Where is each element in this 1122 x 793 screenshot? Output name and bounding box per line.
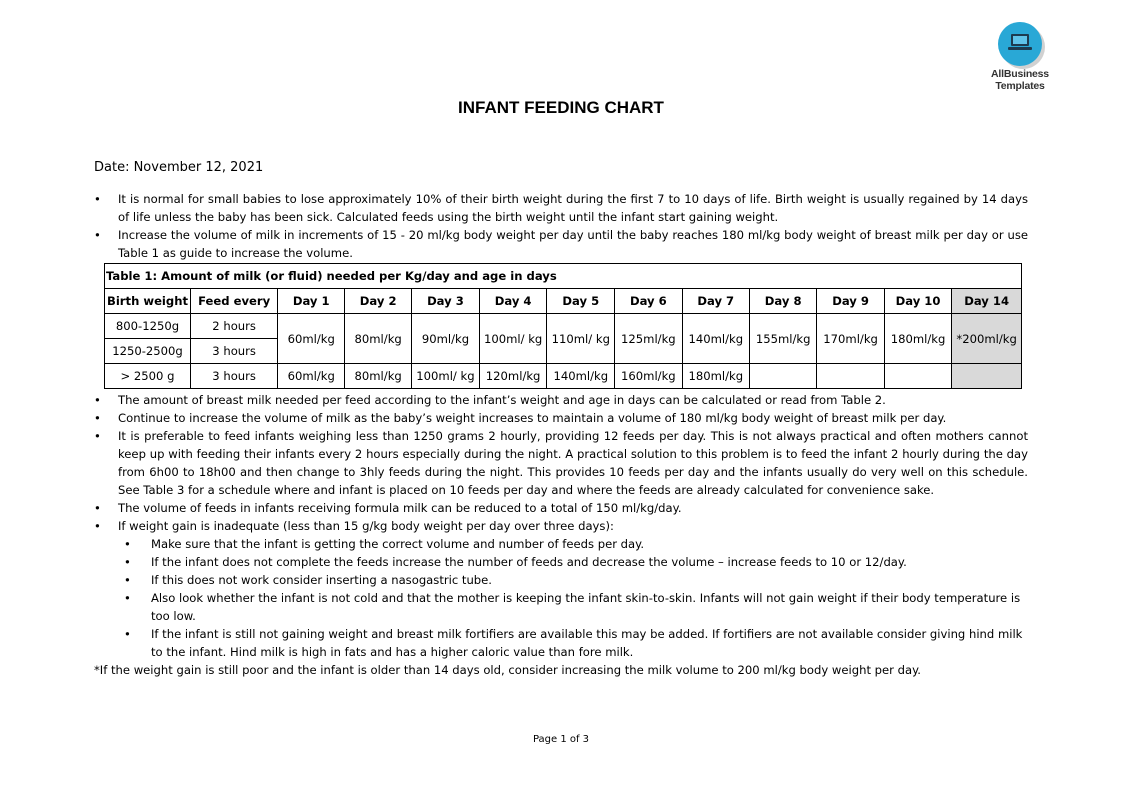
cell-weight: 1250-2500g [105, 339, 191, 364]
header-day-2: Day 2 [345, 289, 412, 314]
sub-bullet-feeds: • If the infant does not complete the feeds increase the number of feeds and decrease the volume – increase feeds to 10 or 12/day. [94, 553, 1028, 571]
cell-merged-day-7: 140ml/kg [682, 314, 749, 364]
cell-day-4: 120ml/kg [479, 364, 547, 389]
cell-day-7: 180ml/kg [682, 364, 749, 389]
cell-day-14 [952, 364, 1022, 389]
cell-weight: 800-1250g [105, 314, 191, 339]
table-row [105, 364, 1022, 389]
document-body [94, 190, 1028, 679]
cell-feed: 3 hours [191, 364, 278, 389]
header-day-6: Day 6 [615, 289, 682, 314]
cell-day-5: 140ml/kg [547, 364, 615, 389]
cell-day-9 [817, 364, 884, 389]
intro-bullet-1: • It is normal for small babies to lose approximately 10% of their birth weight during the first 7 to 10 days of life. Birth weight is usually regained by 14 days of life unless the baby has been sick. Calculated feeds using the birth weight until the infant start gaining weight. [94, 190, 1028, 226]
bullet-formula: • The volume of feeds in infants receiving formula milk can be reduced to a total of 150 ml/kg/day. [94, 499, 1028, 517]
cell-merged-day-2: 80ml/kg [345, 314, 412, 364]
sub-bullet-tube: • If this does not work consider inserting a nasogastric tube. [94, 571, 1028, 589]
header-day-10: Day 10 [884, 289, 951, 314]
cell-merged-day-3: 90ml/kg [412, 314, 480, 364]
brand-name [984, 68, 1056, 92]
cell-merged-day-6: 125ml/kg [615, 314, 682, 364]
cell-day-8 [749, 364, 816, 389]
bullet-increase-volume: • Continue to increase the volume of milk as the baby’s weight increases to maintain a volume of 180 ml/kg body weight of breast milk per day. [94, 409, 1028, 427]
header-day-14: Day 14 [952, 289, 1022, 314]
cell-feed: 2 hours [191, 314, 278, 339]
cell-merged-day-1: 60ml/kg [278, 314, 345, 364]
bullet-table2: • The amount of breast milk needed per feed according to the infant’s weight and age in days can be calculated or read from Table 2. [94, 391, 1028, 409]
header-day-8: Day 8 [749, 289, 816, 314]
page-title: INFANT FEEDING CHART [458, 98, 664, 117]
brand-logo [984, 22, 1056, 92]
cell-day-3: 100ml/ kg [412, 364, 480, 389]
intro-bullet-2: • Increase the volume of milk in increments of 15 - 20 ml/kg body weight per day until the baby reaches 180 ml/kg body weight of breast milk per day or use Table 1 as guide to increase the volume. [94, 226, 1028, 262]
laptop-icon [998, 22, 1042, 66]
cell-merged-day-10: 180ml/kg [884, 314, 951, 364]
cell-day-2: 80ml/kg [345, 364, 412, 389]
sub-bullet-temperature: • Also look whether the infant is not cold and that the mother is keeping the infant skin-to-skin. Infants will not gain weight if their body temperature is too low. [94, 589, 1028, 625]
bullet-weight-gain: • If weight gain is inadequate (less than 15 g/kg body weight per day over three days): [94, 517, 1028, 535]
header-feed-every: Feed every [191, 289, 278, 314]
footnote: *If the weight gain is still poor and the infant is older than 14 days old, consider increasing the milk volume to 200 ml/kg body weight per day. [94, 663, 921, 677]
sub-bullet-volume: • Make sure that the infant is getting the correct volume and number of feeds per day. [94, 535, 1028, 553]
bullet-feeding-schedule: • It is preferable to feed infants weighing less than 1250 grams 2 hourly, providing 12 feeds per day. This is not always practical and often mothers cannot keep up with feeding their infants every 2 hours especially during the night. A practical solution to this problem is to feed the infant 2 hourly during the day from 6h00 to 18h00 and then change to 3hly feeds during the night. This provides 10 feeds per day and the infants usually do very well on this schedule. See Table 3 for a schedule where and infant is placed on 10 feeds per day and where the feeds are already calculated for convenience sake. [94, 427, 1028, 499]
sub-bullet-fortifiers: • If the infant is still not gaining weight and breast milk fortifiers are available this may be added. If fortifiers are not available consider giving hind milk to the infant. Hind milk is high in fats and has a higher caloric value than fore milk. [94, 625, 1028, 661]
brand-line-2: Templates [995, 80, 1045, 92]
cell-merged-day-5: 110ml/ kg [547, 314, 615, 364]
cell-weight: > 2500 g [105, 364, 191, 389]
cell-day-6: 160ml/kg [615, 364, 682, 389]
document-date: Date: November 12, 2021 [94, 160, 264, 175]
table-row [105, 314, 1022, 339]
feeding-table [104, 263, 1022, 389]
cell-merged-day-4: 100ml/ kg [479, 314, 547, 364]
cell-day-10 [884, 364, 951, 389]
table-caption: Table 1: Amount of milk (or fluid) needed per Kg/day and age in days [105, 264, 1022, 289]
cell-merged-day-9: 170ml/kg [817, 314, 884, 364]
cell-merged-day-14: *200ml/kg [952, 314, 1022, 364]
header-day-7: Day 7 [682, 289, 749, 314]
header-day-1: Day 1 [278, 289, 345, 314]
header-birth-weight: Birth weight [105, 289, 191, 314]
cell-feed: 3 hours [191, 339, 278, 364]
brand-line-1: AllBusiness [991, 68, 1049, 80]
cell-merged-day-8: 155ml/kg [749, 314, 816, 364]
cell-day-1: 60ml/kg [278, 364, 345, 389]
header-day-4: Day 4 [479, 289, 547, 314]
header-day-5: Day 5 [547, 289, 615, 314]
page-number: Page 1 of 3 [532, 734, 590, 745]
table-header-row [105, 289, 1022, 314]
header-day-3: Day 3 [412, 289, 480, 314]
header-day-9: Day 9 [817, 289, 884, 314]
